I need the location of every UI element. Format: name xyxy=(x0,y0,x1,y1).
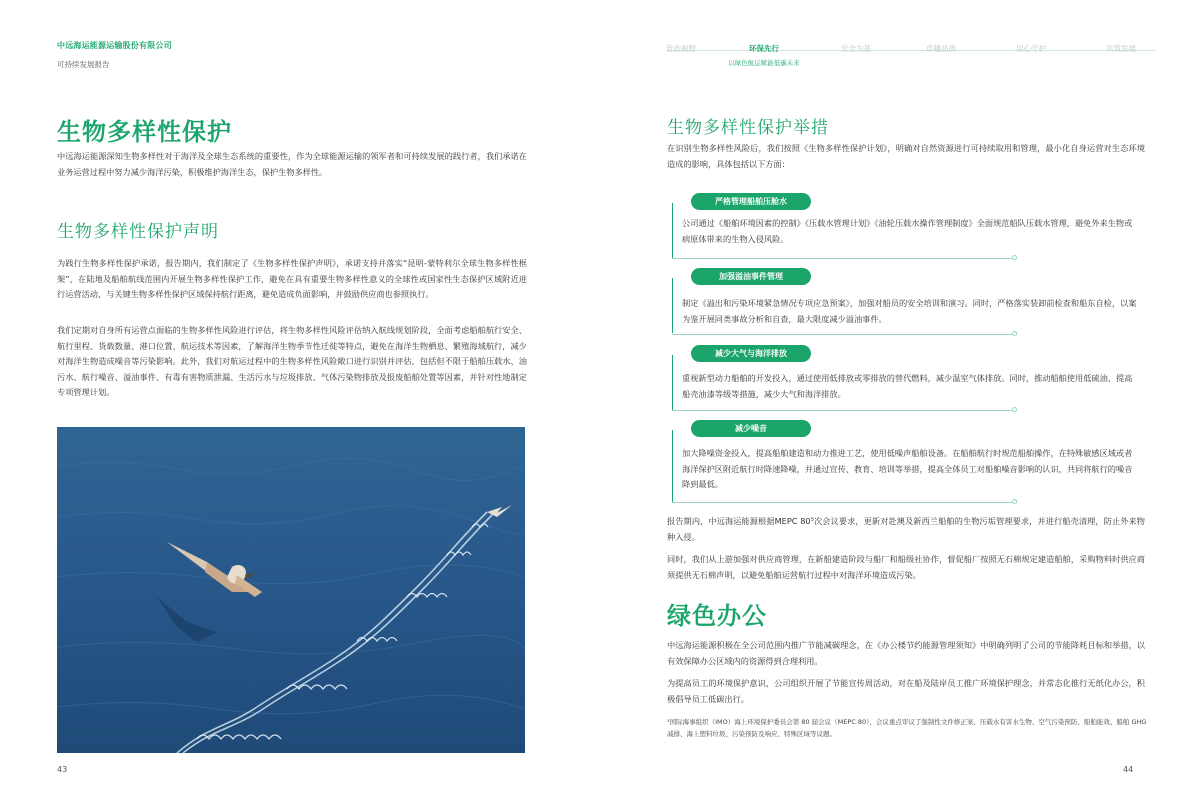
measure-title: 减少大气与海洋排放 xyxy=(691,345,811,362)
nav-item-safety[interactable]: 安全为基 xyxy=(841,44,871,53)
right-page xyxy=(596,0,1192,809)
after-paragraph-2: 同时，我们从上游加强对供应商管理，在新船建造阶段与船厂和船级社协作，督促船厂按照无石棉规定建造船舶，采购物料时供应商须提供无石棉声明，以避免船舶运营航行过程中对海洋环境造成污染。 xyxy=(667,554,1145,580)
nav-line xyxy=(666,50,1156,51)
footnote: ⁵国际海事组织（IMO）海上环境保护委员会第 80 届会议（MEPC 80），会议重点审议了强制性文件修正案、压载水有害水生物、空气污染预防、船舶能效、船舶 GHG 减排、海上塑料垃圾、污染预防及响应、特殊区域等议题。 xyxy=(667,718,1147,738)
page-number: 44 xyxy=(1123,765,1134,774)
measure-text: 加大降噪资金投入，提高船舶建造和动力推进工艺，使用低噪声船舶设备。在船舶航行时规范船舶操作，在特殊敏感区域或者海洋保护区附近航行时降速降噪，并通过宣传、教育、培训等举措，提高全体员工对船舶噪音影响的认识，共同将航行的噪音降到最低。 xyxy=(682,448,1133,489)
page-number: 43 xyxy=(57,765,68,774)
measure-divider xyxy=(672,502,1017,503)
measure-text: 公司通过《船舶环境因素的控制》《压载水管理计划》《油轮压载水操作管理制度》全面规范船队压载水管理，避免外来生物或病原体带来的生物入侵风险。 xyxy=(682,218,1133,244)
report-name: 可持续发展报告 xyxy=(57,60,110,69)
after-paragraph-1: 报告期内，中远海运能源根据MEPC 80⁵次会议要求，更新对赴澳及新西兰船舶的生物污垢管理要求，并进行船壳清理，防止外来物种入侵。 xyxy=(667,516,1145,542)
nav-item-environment[interactable]: 环保先行 xyxy=(749,44,779,53)
measure-divider xyxy=(672,258,1017,259)
divider-dot xyxy=(1012,407,1017,412)
chapter-nav xyxy=(666,38,1156,68)
measure-text: 制定《溢出和污染环境紧急情况专项应急预案》，加强对船员的安全培训和演习。同时，严格落实装卸前检查和船东自检，以案为鉴开展同类事故分析和自查，最大限度减少溢油事件。 xyxy=(682,298,1137,324)
divider-dot xyxy=(1012,499,1017,504)
nav-item-care[interactable]: 用心守护 xyxy=(1016,44,1046,53)
measures-intro: 在识别生物多样性风险后，我们按照《生物多样性保护计划》，明确对自然资源进行可持续取用和管理，最小化自身运营对生态环境造成的影响，具体包括以下方面： xyxy=(667,143,1145,169)
divider-dot xyxy=(1012,255,1017,260)
nav-item-development[interactable]: 共筑发展 xyxy=(1106,44,1136,53)
statement-heading: 生物多样性保护声明 xyxy=(57,222,219,242)
office-paragraph-1: 中远海运能源积极在全公司范围内推广节能减碳理念，在《办公楼节约能源管理须知》中明确列明了公司的节能降耗目标和举措，以有效保障办公区域内的资源得到合理利用。 xyxy=(667,640,1145,666)
nav-item-governance[interactable]: 管治视野 xyxy=(666,44,696,53)
seabird-photo xyxy=(57,427,525,753)
nav-subtitle: 以绿色航运赋能低碳未来 xyxy=(728,59,800,67)
page-title: 生物多样性保护 xyxy=(57,118,232,146)
measure-divider xyxy=(672,334,1017,335)
measure-title: 减少噪音 xyxy=(691,420,811,437)
measures-heading: 生物多样性保护举措 xyxy=(667,118,829,138)
measure-title: 严格管理船舶压舱水 xyxy=(691,193,811,210)
nav-item-quality[interactable]: 卓越品质 xyxy=(926,44,956,53)
office-heading: 绿色办公 xyxy=(667,602,767,630)
measure-title: 加强溢油事件管理 xyxy=(691,268,811,285)
measure-text: 重视新型动力船舶的开发投入，通过使用低排放或零排放的替代燃料，减少温室气体排放。同时，推动船舶使用低硫油、提高船壳油漆等级等措施，减少大气和海洋排放。 xyxy=(682,373,1133,399)
statement-paragraph-2: 我们定期对自身所有运营点面临的生物多样性风险进行评估，将生物多样性风险评估纳入航线规划阶段，全面考虑船舶航行安全、航行里程、货载数量、港口位置、航运技术等因素，了解海洋生物季节性迁徙等特点，避免在海洋生物栖息、繁殖海域航行，减少对海洋生物造成噪音等污染影响。此外，我们对航运过程中的生物多样性风险敞口进行识别并评估，包括但不限于船舶压载水、油污水、航行噪音、溢油事件、有毒有害物质泄漏、生活污水与垃圾排放、气体污染物排放及报废船舶处置等因素，并针对性地制定专项管理计划。 xyxy=(57,325,527,397)
intro-paragraph: 中远海运能源深知生物多样性对于海洋及全球生态系统的重要性，作为全球能源运输的领军者和可持续发展的践行者，我们承诺在业务运营过程中努力减少海洋污染，积极维护海洋生态，保护生物多样性。 xyxy=(57,151,527,177)
statement-paragraph-1: 为践行生物多样性保护承诺，报告期内，我们制定了《生物多样性保护声明》，承诺支持并落实“昆明-蒙特利尔全球生物多样性框架”，在陆地及船舶航线范围内开展生物多样性保护工作，避免在具有重要生物多样性意义的全球性或国家性生态保护区域附近进行运营活动，与关键生物多样性保护区域保持航行距离，避免造成负面影响，并鼓励供应商也参照执行。 xyxy=(57,258,527,299)
company-name: 中远海运能源运输股份有限公司 xyxy=(57,41,172,50)
office-paragraph-2: 为提高员工的环境保护意识，公司组织开展了节能宣传周活动，对在船及陆岸员工推广环境保护理念，并常态化推行无纸化办公，积极倡导员工低碳出行。 xyxy=(667,678,1145,704)
measure-divider xyxy=(672,410,1017,411)
divider-dot xyxy=(1012,331,1017,336)
